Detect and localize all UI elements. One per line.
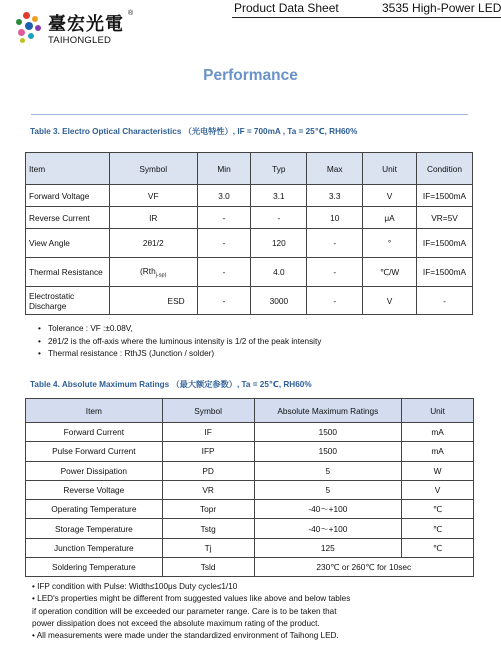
cell-min: -	[197, 287, 251, 315]
table3-notes	[38, 323, 321, 361]
cell-rating: 5	[254, 480, 402, 499]
table-row	[26, 207, 473, 229]
cell-item: Forward Current	[26, 423, 163, 442]
cell-item: Thermal Resistance	[26, 258, 110, 287]
cell-symbol: IFP	[162, 442, 254, 461]
logo-chinese-name: 臺宏光電	[48, 14, 124, 35]
table-row	[26, 538, 474, 557]
cell-item: Forward Voltage	[26, 185, 110, 207]
cell-item: Storage Temperature	[26, 519, 163, 538]
table4-caption: Table 4. Absolute Maximum Ratings （最大额定参数）, Ta = 25℃, RH60%	[30, 380, 312, 389]
cell-symbol: IF	[162, 423, 254, 442]
column-header: Symbol	[109, 153, 197, 185]
cell-typ: -	[251, 207, 307, 229]
cell-item: Junction Temperature	[26, 538, 163, 557]
cell-max: -	[307, 287, 363, 315]
cell-item: View Angle	[26, 229, 110, 258]
column-header: Symbol	[162, 399, 254, 423]
column-header: Unit	[402, 399, 474, 423]
table-row	[26, 229, 473, 258]
cell-unit: V	[402, 480, 474, 499]
cell-unit: ℃	[402, 519, 474, 538]
cell-symbol: 2θ1/2	[109, 229, 197, 258]
cell-min: -	[197, 229, 251, 258]
section-divider	[31, 114, 468, 115]
symbol-main: (Rth	[140, 265, 156, 276]
note-item: • All measurements were made under the standardized environment of Taihong LED.	[32, 631, 339, 641]
cell-symbol: Topr	[162, 500, 254, 519]
document-header	[232, 0, 501, 18]
product-name-label: 3535 High-Power LED	[382, 1, 501, 15]
note-item: • Thermal resistance : RthJS (Junction / solder)	[38, 348, 321, 361]
cell-typ: 120	[251, 229, 307, 258]
note-item: power dissipation does not exceed the absolute maximum rating of the product.	[32, 618, 320, 628]
table-row	[26, 185, 473, 207]
table4-notes	[32, 581, 350, 642]
cell-item: Electrostatic Discharge	[26, 287, 110, 315]
cell-condition: VR=5V	[416, 207, 472, 229]
column-header: Condition	[416, 153, 472, 185]
note-item: if operation condition will be exceeded our parameter range. Care is to be taken that	[32, 606, 337, 616]
cell-unit: mA	[402, 442, 474, 461]
table3-caption: Table 3. Electro Optical Characteristics （光电特性）, IF = 700mA , Ta = 25℃, RH60%	[30, 127, 358, 136]
cell-unit: W	[402, 461, 474, 480]
cell-item: Power Dissipation	[26, 461, 163, 480]
column-header: Unit	[363, 153, 417, 185]
cell-rating: 125	[254, 538, 402, 557]
absolute-maximum-ratings-table	[25, 398, 474, 577]
cell-max: 3.3	[307, 185, 363, 207]
cell-item: Reverse Voltage	[26, 480, 163, 499]
cell-item: Operating Temperature	[26, 500, 163, 519]
table-header-row	[26, 153, 473, 185]
table-row	[26, 500, 474, 519]
table-row	[26, 423, 474, 442]
cell-unit: V	[363, 185, 417, 207]
cell-item: Reverse Current	[26, 207, 110, 229]
cell-unit: ℃	[402, 538, 474, 557]
cell-rating: -40～+100	[254, 500, 402, 519]
cell-typ: 3.1	[251, 185, 307, 207]
note-item: • LED's properties might be different from suggested values like above and below tables	[32, 594, 351, 604]
logo-english-name: TAIHONGLED	[48, 35, 112, 46]
cell-rating: 5	[254, 461, 402, 480]
cell-rating: 1500	[254, 423, 402, 442]
cell-symbol: Tstg	[162, 519, 254, 538]
table-row	[26, 258, 473, 287]
note-item: • 2θ1/2 is the off-axis where the luminous intensity is 1/2 of the peak intensity	[38, 336, 321, 349]
cell-unit: °	[363, 229, 417, 258]
table-row	[26, 461, 474, 480]
cell-symbol: Tj	[162, 538, 254, 557]
cell-item: Pulse Forward Current	[26, 442, 163, 461]
cell-min: -	[197, 207, 251, 229]
cell-unit: V	[363, 287, 417, 315]
table-row	[26, 558, 474, 577]
table-row	[26, 519, 474, 538]
symbol-subscript: j-sp)	[155, 272, 167, 279]
note-item: • IFP condition with Pulse: Width≤100μs Duty cycle≤1/10	[32, 582, 238, 591]
doc-type-label: Product Data Sheet	[234, 1, 339, 15]
cell-max: 10	[307, 207, 363, 229]
cell-typ: 4.0	[251, 258, 307, 287]
table-row	[26, 442, 474, 461]
cell-unit: mA	[402, 423, 474, 442]
cell-symbol: IR	[109, 207, 197, 229]
cell-min: -	[197, 258, 251, 287]
cell-unit: ℃	[402, 500, 474, 519]
electro-optical-table	[25, 152, 473, 315]
cell-rating: -40～+100	[254, 519, 402, 538]
table-header-row	[26, 399, 474, 423]
cell-rating: 230℃ or 260℃ for 10sec	[254, 558, 474, 577]
cell-condition: IF=1500mA	[416, 258, 472, 287]
cell-symbol: VR	[162, 480, 254, 499]
cell-unit: ℃/W	[363, 258, 417, 287]
table-row	[26, 480, 474, 499]
cell-symbol	[109, 258, 197, 287]
logo-registered-mark: ®	[128, 10, 134, 17]
cell-symbol: ESD	[109, 287, 197, 315]
cell-typ: 3000	[251, 287, 307, 315]
cell-condition: -	[416, 287, 472, 315]
column-header: Absolute Maximum Ratings	[254, 399, 402, 423]
cell-condition: IF=1500mA	[416, 185, 472, 207]
cell-symbol: PD	[162, 461, 254, 480]
column-header: Item	[26, 153, 110, 185]
cell-max: -	[307, 229, 363, 258]
cell-max: -	[307, 258, 363, 287]
column-header: Item	[26, 399, 163, 423]
logo-dots-icon	[14, 12, 44, 46]
cell-rating: 1500	[254, 442, 402, 461]
note-item: • Tolerance : VF :±0.08V,	[38, 323, 321, 336]
cell-condition: IF=1500mA	[416, 229, 472, 258]
table-row	[26, 287, 473, 315]
cell-symbol: VF	[109, 185, 197, 207]
cell-unit: μA	[363, 207, 417, 229]
column-header: Min	[197, 153, 251, 185]
cell-symbol: Tsld	[162, 558, 254, 577]
column-header: Max	[307, 153, 363, 185]
section-title: Performance	[203, 67, 298, 84]
cell-min: 3.0	[197, 185, 251, 207]
company-logo	[14, 6, 134, 50]
cell-item: Soldering Temperature	[26, 558, 163, 577]
column-header: Typ	[251, 153, 307, 185]
